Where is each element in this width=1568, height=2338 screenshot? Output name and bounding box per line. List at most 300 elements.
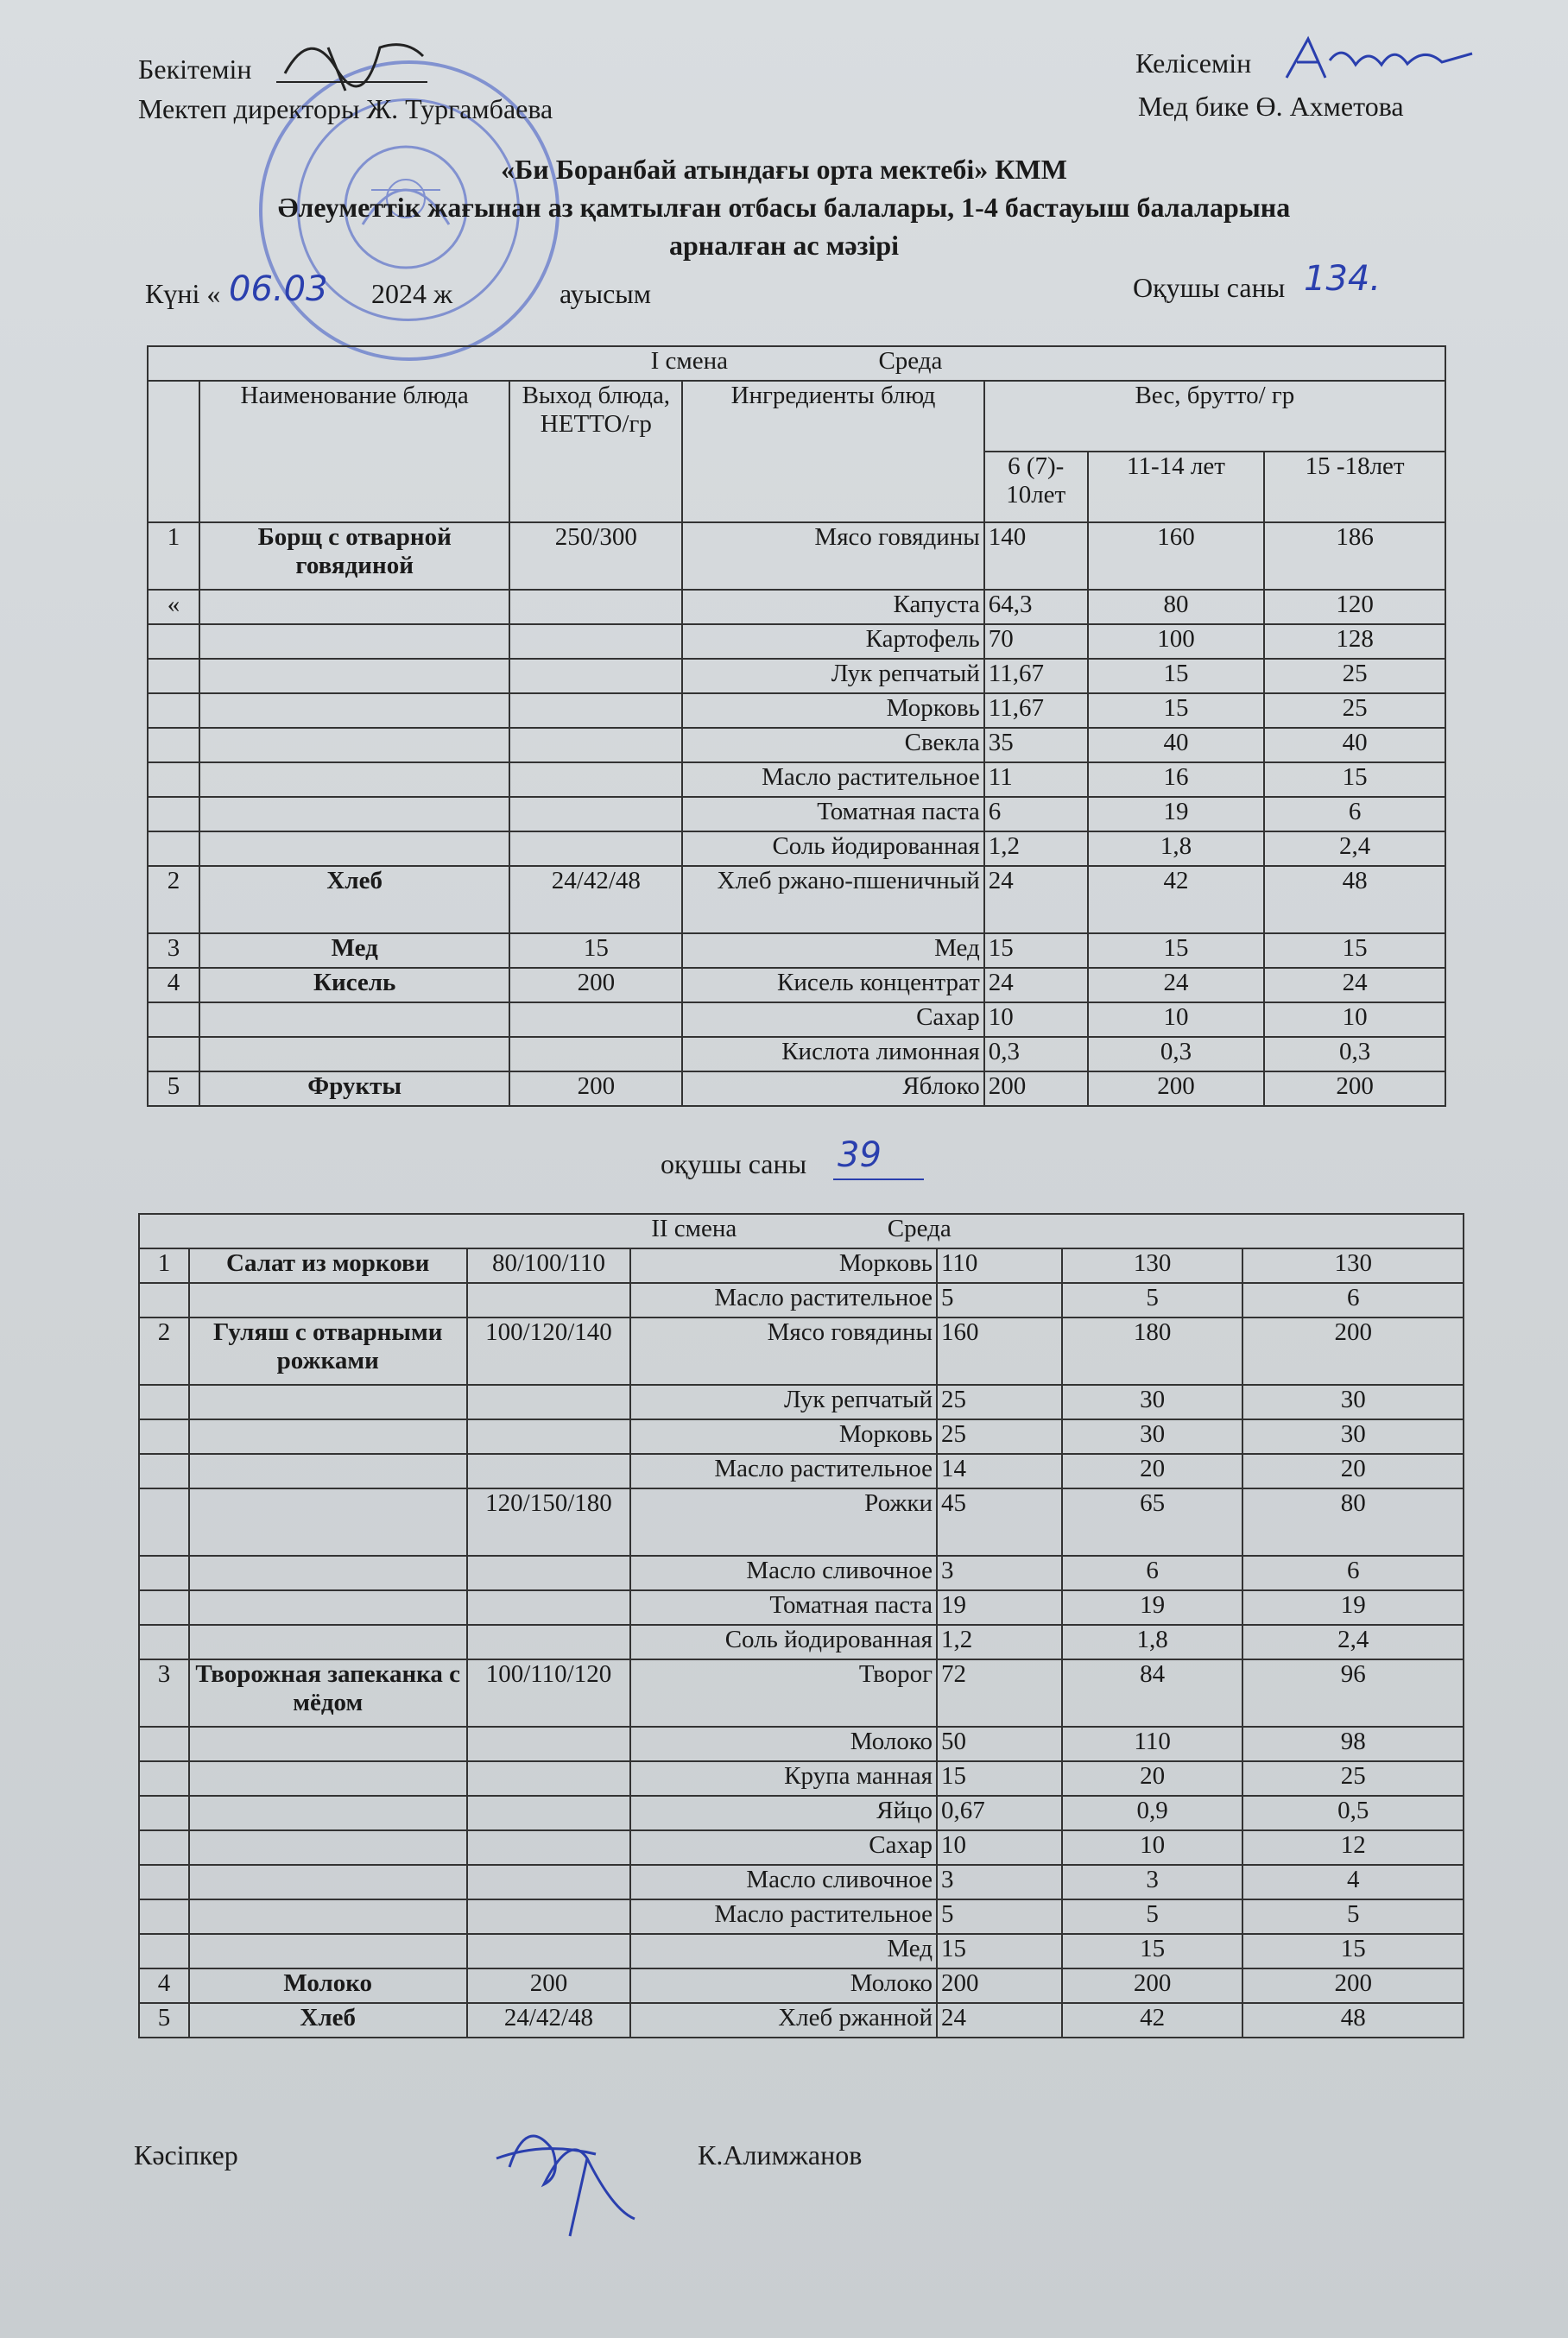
ingredient-name: Мед [630, 1934, 937, 1968]
table-row [139, 1625, 1464, 1659]
ingredient-name: Сахар [682, 1002, 984, 1037]
weight-age-2: 10 [1088, 1002, 1265, 1037]
dish-yield [509, 693, 682, 728]
row-number [148, 728, 199, 762]
weight-age-2: 6 [1062, 1556, 1243, 1590]
table-row [139, 1488, 1464, 1556]
weight-age-3: 30 [1242, 1385, 1464, 1419]
dish-name [189, 1454, 467, 1488]
ingredient-name: Мед [682, 933, 984, 968]
dish-yield: 100/120/140 [467, 1317, 631, 1385]
table-row [139, 1761, 1464, 1796]
students-2-value: 39 [838, 1135, 882, 1175]
ingredient-name: Молоко [630, 1727, 937, 1761]
weight-age-1: 200 [937, 1968, 1062, 2003]
weight-age-1: 10 [937, 1830, 1062, 1865]
row-number [139, 1419, 189, 1454]
shift-title: II смена [651, 1215, 737, 1242]
students-value: 134. [1304, 259, 1381, 299]
dish-name: Хлеб [189, 2003, 467, 2038]
row-number [139, 1385, 189, 1419]
table-row [148, 1037, 1445, 1071]
dish-name: Фрукты [199, 1071, 510, 1106]
row-number [139, 1865, 189, 1899]
weight-age-3: 48 [1242, 2003, 1464, 2038]
footer-name: К.Алимжанов [698, 2139, 863, 2171]
dish-yield [467, 1419, 631, 1454]
dish-yield [509, 762, 682, 797]
weight-age-3: 200 [1242, 1968, 1464, 2003]
dish-yield [467, 1796, 631, 1830]
day-title: Среда [878, 347, 943, 375]
dish-name [189, 1761, 467, 1796]
row-number [139, 1727, 189, 1761]
ingredient-name: Лук репчатый [682, 659, 984, 693]
table-row [139, 1934, 1464, 1968]
weight-age-1: 5 [937, 1899, 1062, 1934]
weight-age-1: 11,67 [984, 693, 1088, 728]
table-row [148, 762, 1445, 797]
row-number [139, 1590, 189, 1625]
dish-name [189, 1830, 467, 1865]
weight-age-3: 25 [1264, 659, 1445, 693]
dish-yield [509, 831, 682, 866]
ingredient-name: Свекла [682, 728, 984, 762]
row-number [139, 1454, 189, 1488]
students-label: Оқушы саны [1133, 272, 1286, 303]
ingredient-name: Масло растительное [630, 1283, 937, 1317]
dish-yield [467, 1934, 631, 1968]
weight-age-1: 0,67 [937, 1796, 1062, 1830]
weight-age-3: 15 [1264, 933, 1445, 968]
weight-age-2: 0,3 [1088, 1037, 1265, 1071]
weight-age-2: 19 [1088, 797, 1265, 831]
table-title-row [139, 1214, 1464, 1248]
ingredient-name: Яблоко [682, 1071, 984, 1106]
dish-yield: 200 [509, 1071, 682, 1106]
dish-yield: 15 [509, 933, 682, 968]
ingredient-name: Картофель [682, 624, 984, 659]
weight-age-2: 30 [1062, 1385, 1243, 1419]
agree-person: Мед бике Ө. Ахметова [1138, 91, 1404, 122]
dish-name [189, 1488, 467, 1556]
dish-yield [467, 1625, 631, 1659]
weight-age-3: 6 [1242, 1556, 1464, 1590]
table-row [139, 2003, 1464, 2038]
weight-age-2: 24 [1088, 968, 1265, 1002]
dish-yield: 200 [509, 968, 682, 1002]
dish-yield [467, 1761, 631, 1796]
dish-name: Хлеб [199, 866, 510, 933]
ingredient-name: Хлеб ржано-пшеничный [682, 866, 984, 933]
ingredient-name: Яйцо [630, 1796, 937, 1830]
header-age-2: 11-14 лет [1088, 452, 1265, 522]
weight-age-2: 15 [1088, 693, 1265, 728]
row-number [148, 762, 199, 797]
dish-name [199, 762, 510, 797]
table-row [148, 797, 1445, 831]
ingredient-name: Лук репчатый [630, 1385, 937, 1419]
weight-age-2: 19 [1062, 1590, 1243, 1625]
dish-name [189, 1899, 467, 1934]
row-number: 3 [139, 1659, 189, 1727]
header-age-1: 6 (7)- 10лет [984, 452, 1088, 522]
row-number: 2 [148, 866, 199, 933]
weight-age-1: 110 [937, 1248, 1062, 1283]
weight-age-1: 64,3 [984, 590, 1088, 624]
ingredient-name: Морковь [630, 1248, 937, 1283]
dish-name [189, 1283, 467, 1317]
table-row [148, 590, 1445, 624]
weight-age-3: 6 [1242, 1283, 1464, 1317]
header-row [148, 381, 1445, 452]
dish-name [189, 1796, 467, 1830]
weight-age-1: 24 [984, 968, 1088, 1002]
weight-age-2: 16 [1088, 762, 1265, 797]
weight-age-1: 140 [984, 522, 1088, 590]
row-number [139, 1899, 189, 1934]
menu-table-shift-2 [138, 1213, 1464, 2038]
date-label: Күні « [145, 278, 221, 309]
table-row [148, 624, 1445, 659]
weight-age-1: 1,2 [937, 1625, 1062, 1659]
weight-age-3: 24 [1264, 968, 1445, 1002]
dish-name [199, 1002, 510, 1037]
header-age-3: 15 -18лет [1264, 452, 1445, 522]
ingredient-name: Кисель концентрат [682, 968, 984, 1002]
approve-person: Мектеп директоры Ж. Тургамбаева [138, 93, 553, 124]
table-row [139, 1659, 1464, 1727]
weight-age-1: 6 [984, 797, 1088, 831]
table-row [139, 1899, 1464, 1934]
row-number: 1 [148, 522, 199, 590]
dish-name [199, 659, 510, 693]
weight-age-3: 96 [1242, 1659, 1464, 1727]
table-row [148, 728, 1445, 762]
weight-age-2: 110 [1062, 1727, 1243, 1761]
ingredient-name: Масло растительное [682, 762, 984, 797]
weight-age-1: 3 [937, 1865, 1062, 1899]
table-row [148, 1071, 1445, 1106]
ingredient-name: Масло растительное [630, 1454, 937, 1488]
ingredient-name: Масло сливочное [630, 1556, 937, 1590]
table-row [148, 659, 1445, 693]
dish-yield [467, 1727, 631, 1761]
row-number: 5 [139, 2003, 189, 2038]
dish-name [189, 1727, 467, 1761]
dish-yield [509, 590, 682, 624]
ingredient-name: Масло растительное [630, 1899, 937, 1934]
weight-age-1: 35 [984, 728, 1088, 762]
ingredient-name: Морковь [630, 1419, 937, 1454]
weight-age-3: 0,3 [1264, 1037, 1445, 1071]
ingredient-name: Масло сливочное [630, 1865, 937, 1899]
dish-yield [509, 728, 682, 762]
weight-age-2: 200 [1088, 1071, 1265, 1106]
weight-age-1: 15 [984, 933, 1088, 968]
weight-age-1: 11,67 [984, 659, 1088, 693]
ingredient-name: Молоко [630, 1968, 937, 2003]
weight-age-3: 128 [1264, 624, 1445, 659]
row-number [139, 1830, 189, 1865]
school-name: «Би Боранбай атындағы орта мектебі» КММ [501, 154, 1067, 185]
dish-name: Творожная запеканка с мёдом [189, 1659, 467, 1727]
weight-age-2: 0,9 [1062, 1796, 1243, 1830]
row-number [148, 1002, 199, 1037]
footer-role: Кәсіпкер [134, 2139, 238, 2171]
ingredient-name: Томатная паста [682, 797, 984, 831]
dish-yield [509, 1002, 682, 1037]
dish-name [189, 1590, 467, 1625]
row-number: 4 [139, 1968, 189, 2003]
dish-name [199, 831, 510, 866]
dish-yield [467, 1283, 631, 1317]
dish-name [189, 1385, 467, 1419]
weight-age-3: 20 [1242, 1454, 1464, 1488]
students-2-underline [833, 1178, 924, 1180]
weight-age-1: 14 [937, 1454, 1062, 1488]
weight-age-3: 120 [1264, 590, 1445, 624]
ingredient-name: Творог [630, 1659, 937, 1727]
dish-yield [509, 797, 682, 831]
weight-age-2: 84 [1062, 1659, 1243, 1727]
dish-yield [467, 1556, 631, 1590]
weight-age-1: 25 [937, 1385, 1062, 1419]
weight-age-3: 48 [1264, 866, 1445, 933]
weight-age-2: 15 [1062, 1934, 1243, 1968]
row-number [139, 1761, 189, 1796]
row-number [139, 1625, 189, 1659]
row-number [148, 797, 199, 831]
weight-age-1: 15 [937, 1761, 1062, 1796]
weight-age-2: 5 [1062, 1899, 1243, 1934]
dish-name [199, 1037, 510, 1071]
ingredient-name: Томатная паста [630, 1590, 937, 1625]
header-ingredients: Ингредиенты блюд [682, 381, 984, 522]
menu-subtitle-1: Әлеуметтік жағынан аз қамтылған отбасы балалары, 1-4 бастауыш балаларына [277, 192, 1291, 223]
weight-age-2: 100 [1088, 624, 1265, 659]
weight-age-3: 98 [1242, 1727, 1464, 1761]
dish-yield: 80/100/110 [467, 1248, 631, 1283]
agree-label: Келісемін [1135, 47, 1252, 79]
weight-age-2: 5 [1062, 1283, 1243, 1317]
weight-age-1: 0,3 [984, 1037, 1088, 1071]
ingredient-name: Хлеб ржанной [630, 2003, 937, 2038]
weight-age-3: 10 [1264, 1002, 1445, 1037]
weight-age-3: 12 [1242, 1830, 1464, 1865]
row-number [148, 693, 199, 728]
weight-age-2: 200 [1062, 1968, 1243, 2003]
row-number [148, 624, 199, 659]
dish-name [189, 1934, 467, 1968]
weight-age-2: 1,8 [1088, 831, 1265, 866]
weight-age-2: 40 [1088, 728, 1265, 762]
weight-age-3: 200 [1264, 1071, 1445, 1106]
weight-age-3: 80 [1242, 1488, 1464, 1556]
table-row [139, 1385, 1464, 1419]
weight-age-2: 80 [1088, 590, 1265, 624]
table-row [148, 831, 1445, 866]
weight-age-3: 30 [1242, 1419, 1464, 1454]
weight-age-2: 42 [1062, 2003, 1243, 2038]
weight-age-3: 25 [1264, 693, 1445, 728]
weight-age-1: 160 [937, 1317, 1062, 1385]
dish-name: Мед [199, 933, 510, 968]
dish-name [189, 1625, 467, 1659]
weight-age-1: 19 [937, 1590, 1062, 1625]
weight-age-1: 1,2 [984, 831, 1088, 866]
dish-name [199, 797, 510, 831]
dish-yield: 24/42/48 [467, 2003, 631, 2038]
weight-age-3: 25 [1242, 1761, 1464, 1796]
menu-subtitle-2: арналған ас мәзірі [668, 230, 900, 261]
table-row [139, 1830, 1464, 1865]
row-number [139, 1934, 189, 1968]
weight-age-3: 40 [1264, 728, 1445, 762]
weight-age-1: 24 [937, 2003, 1062, 2038]
dish-yield [467, 1385, 631, 1419]
dish-yield: 120/150/180 [467, 1488, 631, 1556]
row-number: 5 [148, 1071, 199, 1106]
dish-yield [467, 1454, 631, 1488]
ingredient-name: Мясо говядины [682, 522, 984, 590]
table-row [139, 1865, 1464, 1899]
weight-age-2: 15 [1088, 659, 1265, 693]
ingredient-name: Морковь [682, 693, 984, 728]
dish-yield [509, 624, 682, 659]
ingredient-name: Мясо говядины [630, 1317, 937, 1385]
nurse-signature [1278, 35, 1476, 86]
table-row [148, 693, 1445, 728]
weight-age-1: 45 [937, 1488, 1062, 1556]
dish-name [189, 1865, 467, 1899]
header-weight: Вес, брутто/ гр [984, 381, 1445, 452]
row-number: « [148, 590, 199, 624]
dish-name [189, 1556, 467, 1590]
weight-age-2: 130 [1062, 1248, 1243, 1283]
day-title: Среда [887, 1215, 952, 1242]
weight-age-2: 30 [1062, 1419, 1243, 1454]
dish-yield: 24/42/48 [509, 866, 682, 933]
shift-title: I смена [650, 347, 728, 375]
table-row [148, 522, 1445, 590]
dish-yield: 100/110/120 [467, 1659, 631, 1727]
weight-age-1: 11 [984, 762, 1088, 797]
dish-name [189, 1419, 467, 1454]
weight-age-3: 19 [1242, 1590, 1464, 1625]
year-label: 2024 ж [371, 278, 453, 309]
table-row [148, 933, 1445, 968]
weight-age-2: 65 [1062, 1488, 1243, 1556]
weight-age-1: 72 [937, 1659, 1062, 1727]
row-number: 3 [148, 933, 199, 968]
table-row [139, 1283, 1464, 1317]
ingredient-name: Капуста [682, 590, 984, 624]
weight-age-2: 20 [1062, 1761, 1243, 1796]
ingredient-name: Кислота лимонная [682, 1037, 984, 1071]
row-number [139, 1556, 189, 1590]
dish-name [199, 693, 510, 728]
menu-table-shift-1 [147, 345, 1446, 1107]
weight-age-1: 10 [984, 1002, 1088, 1037]
weight-age-2: 3 [1062, 1865, 1243, 1899]
dish-yield [467, 1899, 631, 1934]
table-row [148, 968, 1445, 1002]
table-row [139, 1590, 1464, 1625]
director-signature [276, 22, 432, 99]
dish-name: Борщ с отварной говядиной [199, 522, 510, 590]
weight-age-2: 1,8 [1062, 1625, 1243, 1659]
row-number [139, 1488, 189, 1556]
table-row [139, 1556, 1464, 1590]
weight-age-1: 3 [937, 1556, 1062, 1590]
header-yield: Выход блюда, НЕТТО/гр [509, 381, 682, 522]
weight-age-3: 130 [1242, 1248, 1464, 1283]
dish-name [199, 624, 510, 659]
row-number: 2 [139, 1317, 189, 1385]
weight-age-1: 5 [937, 1283, 1062, 1317]
ingredient-name: Соль йодированная [630, 1625, 937, 1659]
weight-age-3: 200 [1242, 1317, 1464, 1385]
weight-age-1: 24 [984, 866, 1088, 933]
weight-age-1: 50 [937, 1727, 1062, 1761]
table-row [148, 1002, 1445, 1037]
weight-age-1: 15 [937, 1934, 1062, 1968]
row-number: 4 [148, 968, 199, 1002]
ingredient-name: Крупа манная [630, 1761, 937, 1796]
table-row [139, 1419, 1464, 1454]
table-row [139, 1796, 1464, 1830]
weight-age-2: 42 [1088, 866, 1265, 933]
dish-name: Кисель [199, 968, 510, 1002]
weight-age-3: 2,4 [1264, 831, 1445, 866]
shift-label: ауысым [560, 278, 652, 309]
dish-name: Молоко [189, 1968, 467, 2003]
weight-age-3: 4 [1242, 1865, 1464, 1899]
weight-age-3: 186 [1264, 522, 1445, 590]
dish-yield [467, 1590, 631, 1625]
weight-age-2: 180 [1062, 1317, 1243, 1385]
dish-yield [509, 659, 682, 693]
dish-name [199, 590, 510, 624]
table-title-row [148, 346, 1445, 381]
dish-yield: 200 [467, 1968, 631, 2003]
row-number [139, 1283, 189, 1317]
students-2-label: оқушы саны [661, 1148, 807, 1179]
weight-age-1: 70 [984, 624, 1088, 659]
row-number [148, 831, 199, 866]
weight-age-3: 2,4 [1242, 1625, 1464, 1659]
table-row [139, 1248, 1464, 1283]
row-number [148, 1037, 199, 1071]
date-value: 06.03 [229, 269, 328, 309]
weight-age-2: 10 [1062, 1830, 1243, 1865]
weight-age-3: 5 [1242, 1899, 1464, 1934]
table-row [139, 1317, 1464, 1385]
header-dish: Наименование блюда [199, 381, 510, 522]
weight-age-1: 200 [984, 1071, 1088, 1106]
weight-age-3: 0,5 [1242, 1796, 1464, 1830]
weight-age-3: 15 [1242, 1934, 1464, 1968]
dish-name: Салат из моркови [189, 1248, 467, 1283]
weight-age-2: 160 [1088, 522, 1265, 590]
dish-name [199, 728, 510, 762]
dish-yield [509, 1037, 682, 1071]
row-number [139, 1796, 189, 1830]
ingredient-name: Сахар [630, 1830, 937, 1865]
entrepreneur-signature [492, 2107, 639, 2245]
weight-age-2: 15 [1088, 933, 1265, 968]
